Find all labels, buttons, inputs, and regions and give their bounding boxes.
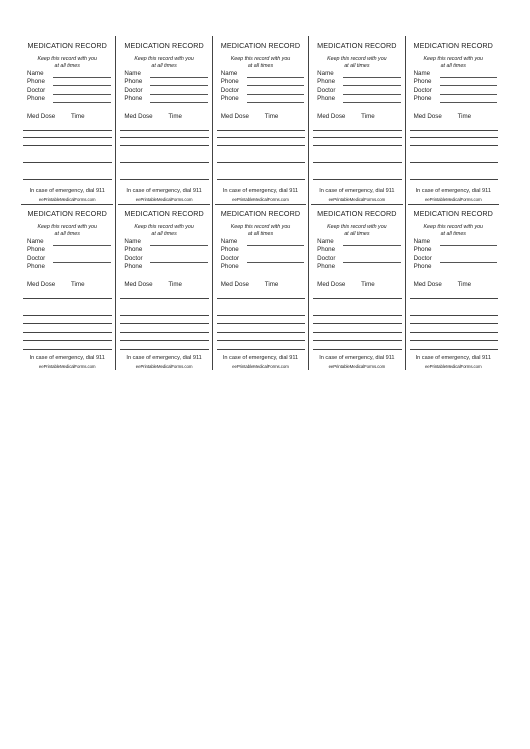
med-entry-line[interactable] xyxy=(217,145,305,146)
med-entry-line[interactable] xyxy=(313,349,401,350)
keep-record-note xyxy=(213,56,308,70)
card-title: MEDICATION RECORD xyxy=(317,41,397,50)
field-label: Phone xyxy=(413,246,432,253)
field-doctor xyxy=(221,87,304,95)
emergency-note: In case of emergency, dial 911 xyxy=(319,188,395,194)
med-entry-line[interactable] xyxy=(120,298,208,299)
keep-note-line-2: at all times xyxy=(440,63,466,70)
keep-record-note xyxy=(116,224,211,238)
field-phone xyxy=(221,78,304,86)
field-doctor xyxy=(124,87,207,95)
website-credit: eePrintableMedicalForms.com xyxy=(232,364,289,369)
field-doctor xyxy=(124,255,207,263)
time-header: Time xyxy=(457,281,472,288)
emergency-note: In case of emergency, dial 911 xyxy=(222,355,299,361)
time-header: Time xyxy=(361,281,375,288)
med-entry-line[interactable] xyxy=(313,145,401,146)
card-row xyxy=(19,36,511,204)
med-entry-line[interactable] xyxy=(313,130,401,131)
field-label: Phone xyxy=(27,78,45,85)
website-credit: eePrintableMedicalForms.com xyxy=(135,197,193,202)
field-label: Phone xyxy=(220,246,239,253)
field-label: Phone xyxy=(317,246,336,253)
keep-record-note xyxy=(19,224,115,238)
med-entry-line[interactable] xyxy=(23,323,112,324)
med-entry-line[interactable] xyxy=(120,179,208,180)
med-entry-line[interactable] xyxy=(120,137,208,138)
field-phone xyxy=(27,95,111,103)
medication-card xyxy=(405,36,501,204)
card-title: MEDICATION RECORD xyxy=(124,209,204,218)
field-phone xyxy=(317,263,400,271)
med-entry-line[interactable] xyxy=(217,137,305,138)
time-header: Time xyxy=(264,281,279,288)
keep-note-line-1: Keep this record with you xyxy=(230,224,291,230)
keep-record-note xyxy=(309,224,404,238)
field-label: Phone xyxy=(317,95,336,102)
keep-note-line-1: Keep this record with you xyxy=(230,56,291,62)
field-label: Doctor xyxy=(413,87,432,94)
keep-note-line-2: at all times xyxy=(440,231,466,238)
field-label: Name xyxy=(220,70,238,77)
medication-card xyxy=(19,36,115,204)
med-entry-line[interactable] xyxy=(313,179,401,180)
field-name xyxy=(317,70,400,78)
card-title: MEDICATION RECORD xyxy=(413,41,493,50)
field-write-line[interactable] xyxy=(53,85,111,86)
field-phone xyxy=(124,78,207,86)
emergency-note: In case of emergency, dial 911 xyxy=(415,355,491,361)
website-credit: eePrintableMedicalForms.com xyxy=(38,197,96,202)
med-entry-line[interactable] xyxy=(410,323,498,324)
med-entry-line[interactable] xyxy=(23,179,112,180)
med-dose-header: Med Dose xyxy=(413,281,442,288)
field-write-line[interactable] xyxy=(440,102,497,103)
keep-record-note xyxy=(406,224,501,238)
field-label: Phone xyxy=(413,95,432,102)
keep-note-line-2: at all times xyxy=(344,231,370,238)
card-title: MEDICATION RECORD xyxy=(27,209,107,218)
emergency-note: In case of emergency, dial 911 xyxy=(319,355,395,361)
field-phone xyxy=(124,246,207,254)
field-doctor xyxy=(27,87,111,95)
medication-card xyxy=(115,36,211,204)
keep-note-line-1: Keep this record with you xyxy=(37,224,97,230)
med-dose-header: Med Dose xyxy=(124,281,153,288)
med-entry-line[interactable] xyxy=(313,340,401,341)
medication-card xyxy=(308,204,404,370)
med-entry-line[interactable] xyxy=(410,349,498,350)
med-dose-header: Med Dose xyxy=(317,281,346,288)
field-label: Doctor xyxy=(317,255,336,262)
medication-card xyxy=(212,36,308,204)
med-entry-line[interactable] xyxy=(120,130,208,131)
field-label: Doctor xyxy=(413,255,432,262)
med-entry-line[interactable] xyxy=(217,130,305,131)
field-label: Phone xyxy=(220,95,239,102)
field-write-line[interactable] xyxy=(343,102,400,103)
emergency-note: In case of emergency, dial 911 xyxy=(126,355,202,361)
med-entry-line[interactable] xyxy=(217,332,305,333)
keep-note-line-2: at all times xyxy=(247,231,274,238)
field-phone xyxy=(27,246,111,254)
med-dose-header: Med Dose xyxy=(220,281,249,288)
field-doctor xyxy=(414,87,497,95)
med-entry-line[interactable] xyxy=(313,323,401,324)
med-entry-line[interactable] xyxy=(23,315,112,316)
med-entry-line[interactable] xyxy=(410,137,498,138)
med-entry-line[interactable] xyxy=(410,340,498,341)
field-label: Name xyxy=(413,70,431,77)
med-entry-line[interactable] xyxy=(217,298,305,299)
med-entry-line[interactable] xyxy=(23,349,112,350)
field-phone xyxy=(124,95,207,103)
field-label: Name xyxy=(27,70,44,77)
keep-note-line-2: at all times xyxy=(247,63,274,70)
medication-card xyxy=(19,204,115,370)
time-header: Time xyxy=(361,113,375,120)
keep-note-line-1: Keep this record with you xyxy=(423,56,483,62)
field-phone xyxy=(414,95,497,103)
field-label: Phone xyxy=(220,263,239,270)
time-header: Time xyxy=(71,281,85,288)
time-header: Time xyxy=(168,281,182,288)
field-label: Phone xyxy=(413,78,432,85)
field-label: Name xyxy=(124,70,141,77)
keep-note-line-1: Keep this record with you xyxy=(327,224,387,230)
field-label: Name xyxy=(27,238,44,245)
field-label: Phone xyxy=(317,78,336,85)
field-write-line[interactable] xyxy=(150,85,207,86)
keep-note-line-2: at all times xyxy=(54,231,80,238)
emergency-note: In case of emergency, dial 911 xyxy=(126,188,202,194)
med-entry-line[interactable] xyxy=(120,162,208,163)
website-credit: eePrintableMedicalForms.com xyxy=(328,197,386,202)
field-phone xyxy=(124,263,207,271)
website-credit: eePrintableMedicalForms.com xyxy=(328,364,386,369)
keep-record-note xyxy=(213,224,308,238)
card-title: MEDICATION RECORD xyxy=(124,41,204,50)
field-name xyxy=(414,70,497,78)
keep-note-line-1: Keep this record with you xyxy=(423,224,483,230)
field-phone xyxy=(317,246,400,254)
med-entry-line[interactable] xyxy=(23,130,112,131)
med-entry-line[interactable] xyxy=(313,137,401,138)
med-entry-line[interactable] xyxy=(23,298,112,299)
field-label: Phone xyxy=(27,95,45,102)
field-phone xyxy=(414,78,497,86)
keep-record-note xyxy=(406,56,501,70)
field-phone xyxy=(221,246,304,254)
website-credit: eePrintableMedicalForms.com xyxy=(424,197,482,202)
time-header: Time xyxy=(264,113,279,120)
field-label: Doctor xyxy=(317,87,336,94)
field-label: Phone xyxy=(317,263,336,270)
med-entry-line[interactable] xyxy=(217,340,305,341)
med-entry-line[interactable] xyxy=(410,298,498,299)
website-credit: eePrintableMedicalForms.com xyxy=(424,364,482,369)
card-title: MEDICATION RECORD xyxy=(317,209,397,218)
med-entry-line[interactable] xyxy=(313,298,401,299)
field-label: Doctor xyxy=(220,87,240,94)
website-credit: eePrintableMedicalForms.com xyxy=(135,364,193,369)
med-entry-line[interactable] xyxy=(217,315,305,316)
field-doctor xyxy=(414,255,497,263)
card-title: MEDICATION RECORD xyxy=(413,209,493,218)
time-header: Time xyxy=(168,113,182,120)
med-entry-line[interactable] xyxy=(217,162,305,163)
field-label: Name xyxy=(317,238,334,245)
keep-note-line-2: at all times xyxy=(344,63,370,70)
field-phone xyxy=(317,78,400,86)
med-entry-line[interactable] xyxy=(313,315,401,316)
field-doctor xyxy=(317,255,400,263)
med-entry-line[interactable] xyxy=(23,162,112,163)
medication-card xyxy=(115,204,211,370)
time-header: Time xyxy=(71,113,85,120)
med-entry-line[interactable] xyxy=(410,179,498,180)
med-entry-line[interactable] xyxy=(120,332,208,333)
field-label: Phone xyxy=(220,78,239,85)
med-entry-line[interactable] xyxy=(120,349,208,350)
med-entry-line[interactable] xyxy=(120,340,208,341)
field-label: Name xyxy=(413,238,431,245)
field-label: Phone xyxy=(124,246,143,253)
keep-note-line-1: Keep this record with you xyxy=(327,56,387,62)
field-write-line[interactable] xyxy=(440,85,497,86)
field-label: Doctor xyxy=(27,255,46,262)
field-label: Doctor xyxy=(124,87,143,94)
field-label: Name xyxy=(124,238,141,245)
med-entry-line[interactable] xyxy=(410,332,498,333)
emergency-note: In case of emergency, dial 911 xyxy=(29,188,105,194)
med-entry-line[interactable] xyxy=(217,349,305,350)
med-entry-line[interactable] xyxy=(313,332,401,333)
field-phone xyxy=(221,95,304,103)
field-doctor xyxy=(221,255,304,263)
med-dose-header: Med Dose xyxy=(27,113,56,120)
keep-record-note xyxy=(309,56,404,70)
med-dose-header: Med Dose xyxy=(413,113,442,120)
field-name xyxy=(27,238,111,246)
med-dose-header: Med Dose xyxy=(27,281,56,288)
field-label: Phone xyxy=(413,263,432,270)
field-name xyxy=(27,70,111,78)
field-doctor xyxy=(27,255,111,263)
field-name xyxy=(124,238,207,246)
med-entry-line[interactable] xyxy=(410,162,498,163)
field-write-line[interactable] xyxy=(247,102,304,103)
med-dose-header: Med Dose xyxy=(317,113,346,120)
med-entry-line[interactable] xyxy=(120,145,208,146)
med-entry-line[interactable] xyxy=(217,179,305,180)
field-name xyxy=(221,238,304,246)
med-entry-line[interactable] xyxy=(410,145,498,146)
field-name xyxy=(317,238,400,246)
emergency-note: In case of emergency, dial 911 xyxy=(415,188,491,194)
website-credit: eePrintableMedicalForms.com xyxy=(38,364,96,369)
medication-record-sheet xyxy=(19,36,511,370)
medication-card xyxy=(308,36,404,204)
field-name xyxy=(414,238,497,246)
emergency-note: In case of emergency, dial 911 xyxy=(29,355,105,361)
med-entry-line[interactable] xyxy=(217,323,305,324)
card-title: MEDICATION RECORD xyxy=(220,209,301,218)
field-write-line[interactable] xyxy=(343,85,400,86)
field-name xyxy=(124,70,207,78)
field-label: Phone xyxy=(124,263,143,270)
field-label: Phone xyxy=(27,263,45,270)
medication-card xyxy=(405,204,501,370)
emergency-note: In case of emergency, dial 911 xyxy=(222,188,299,194)
med-entry-line[interactable] xyxy=(23,145,112,146)
field-write-line[interactable] xyxy=(150,102,207,103)
keep-note-line-2: at all times xyxy=(151,231,177,238)
field-write-line[interactable] xyxy=(53,102,111,103)
field-label: Phone xyxy=(124,95,143,102)
field-label: Phone xyxy=(124,78,143,85)
field-label: Doctor xyxy=(124,255,143,262)
med-entry-line[interactable] xyxy=(23,137,112,138)
field-label: Phone xyxy=(27,246,45,253)
keep-record-note xyxy=(116,56,211,70)
keep-note-line-2: at all times xyxy=(54,63,80,70)
keep-note-line-1: Keep this record with you xyxy=(134,224,194,230)
field-label: Doctor xyxy=(220,255,240,262)
card-title: MEDICATION RECORD xyxy=(27,41,107,50)
med-entry-line[interactable] xyxy=(313,162,401,163)
med-dose-header: Med Dose xyxy=(220,113,249,120)
keep-note-line-2: at all times xyxy=(151,63,177,70)
field-phone xyxy=(221,263,304,271)
field-phone xyxy=(414,263,497,271)
keep-note-line-1: Keep this record with you xyxy=(37,56,97,62)
med-entry-line[interactable] xyxy=(410,315,498,316)
med-entry-line[interactable] xyxy=(410,130,498,131)
website-credit: eePrintableMedicalForms.com xyxy=(232,197,289,202)
med-entry-line[interactable] xyxy=(23,340,112,341)
field-doctor xyxy=(317,87,400,95)
field-write-line[interactable] xyxy=(247,85,304,86)
field-phone xyxy=(27,263,111,271)
field-label: Doctor xyxy=(27,87,46,94)
keep-note-line-1: Keep this record with you xyxy=(134,56,194,62)
field-phone xyxy=(317,95,400,103)
field-label: Name xyxy=(317,70,334,77)
medication-card xyxy=(212,204,308,370)
card-row xyxy=(19,204,511,370)
field-label: Name xyxy=(220,238,238,245)
field-name xyxy=(221,70,304,78)
field-phone xyxy=(27,78,111,86)
field-phone xyxy=(414,246,497,254)
med-entry-line[interactable] xyxy=(23,332,112,333)
keep-record-note xyxy=(19,56,115,70)
med-dose-header: Med Dose xyxy=(124,113,153,120)
med-entry-line[interactable] xyxy=(120,323,208,324)
card-title: MEDICATION RECORD xyxy=(220,41,301,50)
time-header: Time xyxy=(457,113,472,120)
med-entry-line[interactable] xyxy=(120,315,208,316)
